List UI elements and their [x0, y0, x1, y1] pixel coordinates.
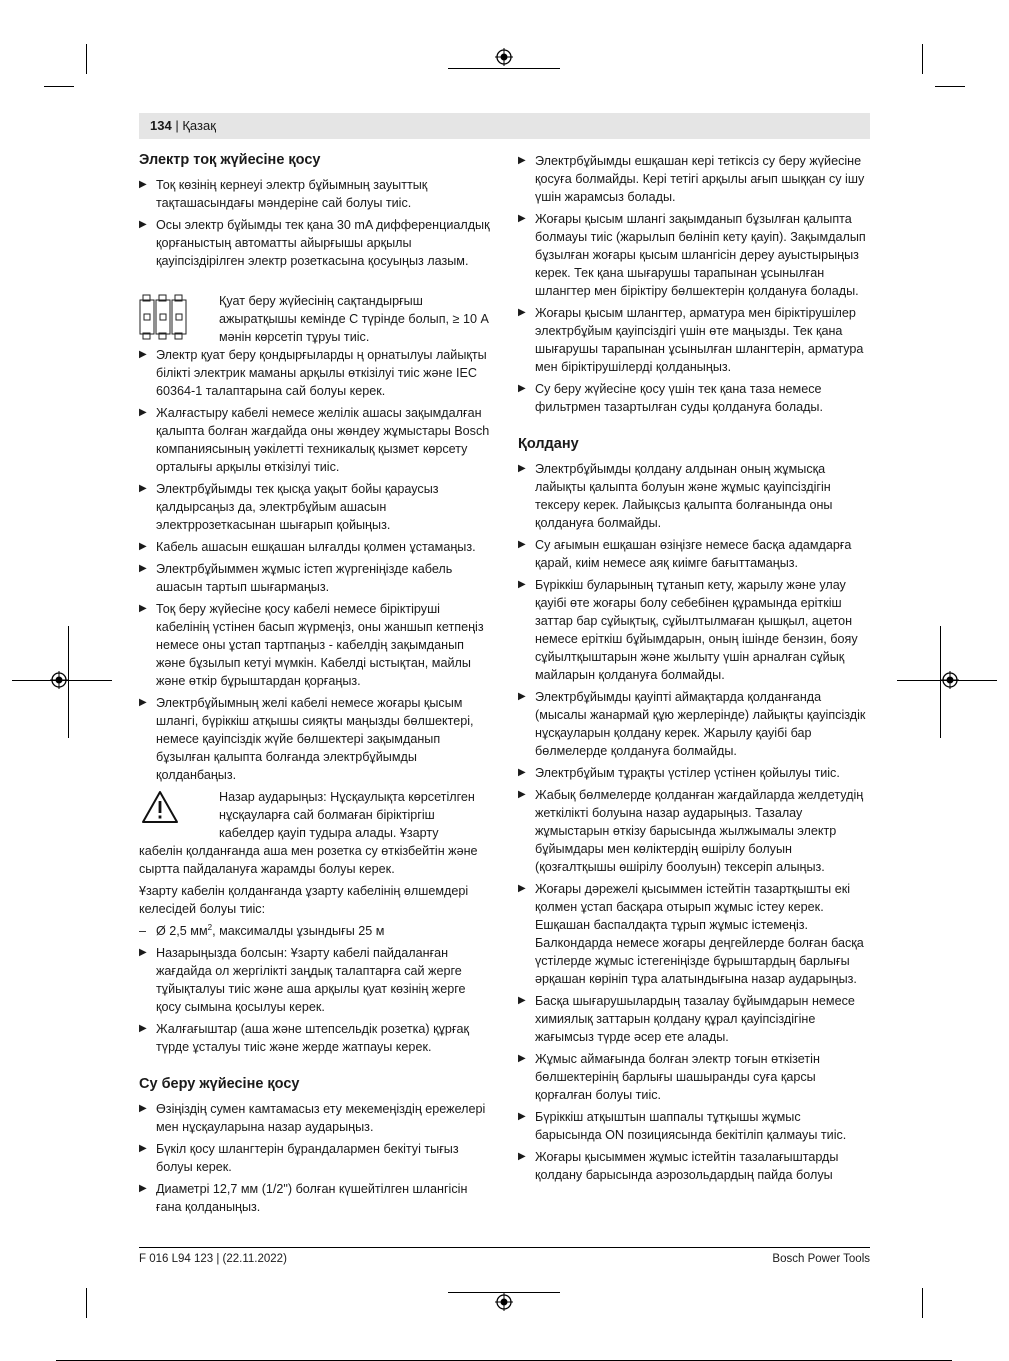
list-item: ▶ Жалғағыштар (аша және штепсельдік розетка) құрғақ түрде ұсталуы тиіс және жерде жатпауы керек. [139, 1022, 470, 1054]
registration-mark-icon [495, 1293, 513, 1311]
list-item: ▶ Бүріккіш буларының тұтанып кету, жарылу және улау қауібі өте жоғары болу себебінен құрамында еріткіш заттар бар сұйықтық, сұйылтылмаған қышқыл, ацетон немесе еріткіш бұйымдарын, оның ішінде бензин, бояу сұйылтқыштарын және жылыту үшін арналған сұйық майларын қолдануға болмайды. [518, 578, 858, 682]
triangle-bullet-icon: ▶ [518, 1111, 526, 1122]
right-column [518, 152, 870, 1188]
crop-mark-top-right-h [935, 86, 965, 87]
list-item: ▶ Электр қуат беру қондырғыларды ң орнатылуы лайықты білікті электрик маманы арқылы өткізілуі тиіс және IEC 60364-1 талаптарына сай болуы керек. [139, 348, 487, 398]
extension-cable-warning [139, 788, 491, 878]
triangle-bullet-icon: ▶ [518, 539, 526, 550]
triangle-bullet-icon: ▶ [139, 1023, 147, 1034]
breaker-note [139, 292, 491, 346]
list-item: ▶ Электрбұйым тұрақты үстілер үстінен қойылуы тиіс. [518, 766, 840, 780]
footer-rule [139, 1247, 870, 1248]
triangle-bullet-icon: ▶ [518, 1053, 526, 1064]
triangle-bullet-icon: ▶ [139, 219, 147, 230]
registration-mark-icon [50, 671, 68, 689]
page-header [139, 113, 870, 139]
list-item: ▶ Басқа шығарушылардың тазалау бұйымдарын немесе химиялық заттарын қолдану құрал қауіпсіздігіне жағымсыз түрде әсер ете алады. [518, 994, 855, 1044]
triangle-bullet-icon: ▶ [139, 483, 147, 494]
crop-mark-top-right [922, 44, 923, 74]
triangle-bullet-icon: ▶ [518, 463, 526, 474]
triangle-bullet-icon: ▶ [139, 179, 147, 190]
triangle-bullet-icon: ▶ [139, 541, 147, 552]
section-heading-electrical: Электр тоқ жүйесіне қосу [139, 152, 321, 168]
list-item: ▶ Жоғары қысым шлангі зақымданып бұзылған қалыпта болмауы тиіс (жарылып бөлініп кету қауіп). Зақымдалып бұзылған жоғары қысым шлангісін дереу ауыстырыңыз керек. Тек қана шығарушы тарапынан ұсынылған шлангтер мен біріктіру бөлшектерін қолдануға болады. [518, 212, 866, 298]
header-separator: | [175, 118, 179, 133]
list-item: ▶ Назарыңызда болсын: Ұзарту кабелі пайдаланған жағдайда ол жергілікті заңдық талаптарға сай жерге тұйықталуы тиіс және аша арқылы қуат көзінің жерге қосу сымына қосылуы керек. [139, 946, 466, 1014]
registration-mark-icon [495, 48, 513, 66]
list-item: ▶ Жоғары дәрежелі қысыммен істейтін тазартқышты екі қолмен ұстап басқара отырып жұмыс істеу керек. Ешқашан баспалдақта тұрып жұмыс істемеңіз. Балкондарда немесе жоғары деңгейлерде болған басқа үстілерде жұмыс істегеніңізде бұрыштардың барлығы әрқашан көрініп тұра алатындығына назар аударыңыз. [518, 882, 864, 986]
triangle-bullet-icon: ▶ [518, 1151, 526, 1162]
crop-mark-top-left [86, 44, 87, 74]
triangle-bullet-icon: ▶ [139, 349, 147, 360]
triangle-bullet-icon: ▶ [518, 383, 526, 394]
list-item: ▶ Электрбұйымды қолдану алдынан оның жұмысқа лайықты қалыпта болуын және жұмыс қауіпсіздігін тексеру керек. Лайықсыз қалыпта болғанында оны қолдануға болмайды. [518, 462, 833, 530]
registration-line-left-v [68, 626, 69, 738]
triangle-bullet-icon: ▶ [518, 691, 526, 702]
extension-paragraph: Ұзарту кабелін қолданғанда ұзарту кабелінің өлшемдері келесідей болуы тиіс: [139, 884, 469, 916]
list-item: ▶ Электрбұйымды қауіпті аймақтарда қолданғанда (мысалы жанармай құю жерлерінде) лайықты қауіпсіздік нұсқауларын қолдану керек. Жарылу қауібі бар бөлмелерде қолдануға болмайды. [518, 690, 866, 758]
list-item: ▶ Өзіңіздің сумен камтамасыз ету мекемеңіздің ережелері мен нұсқауларына назар аударыңыз. [139, 1102, 486, 1134]
crop-mark-bottom-right [922, 1288, 923, 1318]
triangle-bullet-icon: ▶ [518, 155, 526, 166]
triangle-bullet-icon: ▶ [139, 697, 147, 708]
list-item: ▶ Тоқ көзінің кернеуі электр бұйымның зауыттық тақташасындағы мәндеріне сай болуы тиіс. [139, 178, 428, 210]
triangle-bullet-icon: ▶ [518, 995, 526, 1006]
list-item: ▶ Жоғары қысыммен жұмыс істейтін тазалағыштарды қолдану барысында аэрозольдардың пайда болуы [518, 1150, 839, 1182]
registration-mark-icon [941, 671, 959, 689]
water-list [139, 1100, 491, 1216]
list-item: ▶ Бүкіл қосу шлангтерін бұрандалармен бекітуі тығыз болуы керек. [139, 1142, 459, 1174]
triangle-bullet-icon: ▶ [518, 767, 526, 778]
triangle-bullet-icon: ▶ [518, 213, 526, 224]
electrical-list [139, 176, 491, 270]
triangle-bullet-icon: ▶ [139, 563, 147, 574]
water-list-continued [518, 152, 870, 416]
list-item: ▶ Су ағымын ешқашан өзіңізге немесе басқа адамдарға қарай, киім немесе аяқ киімге бағыттамаңыз. [518, 538, 852, 570]
page-number: 134 [150, 118, 172, 133]
breaker-note-text: Қуат беру жүйесінің сақтандырғыш ажыратқышы кемінде С түрінде болып, ≥ 10 А мәнін көрсетіп тұруы тиіс. [219, 294, 489, 344]
electrical-list-2 [139, 346, 491, 784]
list-item: ▶ Диаметрі 12,7 мм (1/2") болған күшейтілген шлангісін ғана қолданыңыз. [139, 1182, 468, 1214]
left-column [139, 150, 491, 1220]
warning-triangle-icon [141, 790, 179, 824]
crop-mark-bottom-left [86, 1288, 87, 1318]
triangle-bullet-icon: ▶ [139, 1183, 147, 1194]
warning-text-first: Назар аударыңыз: Нұсқаулықта көрсетілген нұсқауларға сай болмаған біріктіргіш кабелдер қауіп тудыра алады. Ұзарту [219, 790, 475, 840]
triangle-bullet-icon: ▶ [518, 579, 526, 590]
triangle-bullet-icon: ▶ [139, 947, 147, 958]
list-item: ▶ Электрбұйымды ешқашан кері тетіксіз су беру жүйесіне қосуға болмайды. Кері тетігі арқылы ағып шыққан су ішу үшін жарамсыз болады. [518, 154, 865, 204]
crop-mark-top-left-h [44, 86, 74, 87]
triangle-bullet-icon: ▶ [518, 789, 526, 800]
circuit-breaker-icon [139, 294, 187, 340]
list-item: ▶ Жабық бөлмелерде қолданған жағдайларда желдетудің жеткілікті болуына назар аударыңыз. Тазалау жұмыстарын өткізу барысында жылжымалы электр бұйымдары мен көліктердің өшірілу болуын (қозғалтқышы өшірілу боолуын) тексеріп алыңыз. [518, 788, 864, 874]
operation-list [518, 460, 870, 1184]
list-item: ▶ Электрбұйымның желі кабелі немесе жоғары қысым шлангі, бүріккіш атқышы сияқты маңызды бөлшектері, немесе қауіпсіздік жүйе бөлшектері зақымданып бұзылған қалыпта болғанда электрбұйымды қолданбаңыз. [139, 696, 474, 782]
extension-list [139, 944, 491, 1056]
header-language: Қазақ [182, 118, 216, 133]
list-item: ▶ Су беру жүйесіне қосу үшін тек қана таза немесе фильтрмен тазартылған суды қолдануға болады. [518, 382, 823, 414]
list-item: ▶ Кабель ашасын ешқашан ылғалды қолмен ұстамаңыз. [139, 540, 476, 554]
section-heading-operation: Қолдану [518, 436, 579, 452]
triangle-bullet-icon: ▶ [139, 407, 147, 418]
section-heading-water: Су беру жүйесіне қосу [139, 1076, 300, 1092]
list-item: ▶ Жоғары қысым шлангтер, арматура мен біріктірушілер электрбұйым қауіпсіздігі үшін өте маңызды. Тек қана шығарушы тарапынан ұсынылған шлангтерін, арматура мен біріктірушілерді қолданыңыз. [518, 306, 864, 374]
footer-document-code: F 016 L94 123 | (22.11.2022) [139, 1253, 287, 1265]
list-item: ▶ Электрбұйымды тек қысқа уақыт бойы қараусыз қалдырсаңыз да, электрбұйым ашасын электррозеткасынан шығарып қойыңыз. [139, 482, 439, 532]
footer-brand: Bosch Power Tools [772, 1253, 870, 1265]
triangle-bullet-icon: ▶ [518, 883, 526, 894]
triangle-bullet-icon: ▶ [139, 603, 147, 614]
list-item: ▶ Бүріккіш атқыштын шаппалы тұтқышы жұмыс барысында ON позициясында бекітіліп қалмауы тиіс. [518, 1110, 847, 1142]
warning-text-rest: кабелін қолданғанда аша мен розетка су өткізбейтін және сыртта пайдалануға жарамды болуы керек. [139, 844, 478, 876]
triangle-bullet-icon: ▶ [139, 1103, 147, 1114]
triangle-bullet-icon: ▶ [518, 307, 526, 318]
list-item: ▶ Тоқ беру жүйесіне қосу кабелі немесе біріктіруші кабелінің үстінен басып жүрмеңіз, оны жаншып кетпеңіз немесе оны ұстап тартпаңыз - кабелдің зақымданып және бұзылып кетуі мүмкін. Кабелді ыстықтан, майлы және өткір бұрыштардан қорғаңыз. [139, 602, 484, 688]
registration-line-top [448, 68, 560, 69]
list-item: ▶ Осы электр бұйымды тек қана 30 mA дифференциалдық қорғаныстың автоматты айырғышы арқылы қауіпсіздірілген электр розеткасына қосуыңыз лазым. [139, 218, 490, 268]
list-item: ▶ Электрбұйыммен жұмыс істеп жүргеніңізде кабель ашасын тартып шығармаңыз. [139, 562, 453, 594]
triangle-bullet-icon: ▶ [139, 1143, 147, 1154]
list-item: ▶ Жалғастыру кабелі немесе желілік ашасы зақымдалған қалыпта болған жағдайда оны жөндеу жұмыстары Bosch компаниясының уәкілетті техникалық қызмет көрсету орталығы арқылы өткізілуі тиіс. [139, 406, 490, 474]
dash-list-item: – Ø 2,5 $мм^2$, максималды ұзындығы 25 м [139, 922, 385, 938]
list-item: ▶ Жұмыс аймағында болған электр тоғын өткізетін бөлшектерінің барлығы шашыранды суға қарсы қорғалған болуы тиіс. [518, 1052, 820, 1102]
